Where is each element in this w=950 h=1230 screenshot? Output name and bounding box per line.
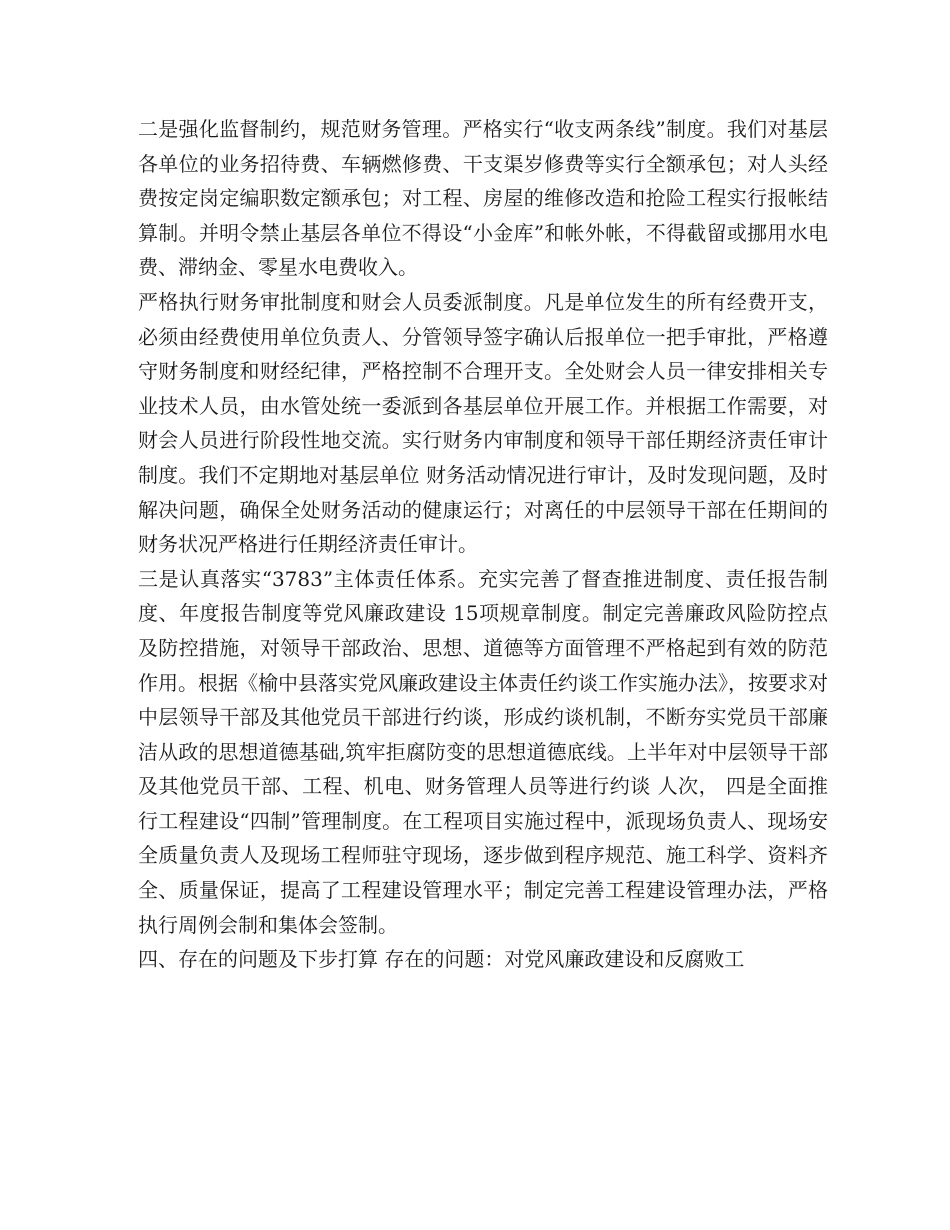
paragraph-financial-approval: 严格执行财务审批制度和财会人员委派制度。凡是单位发生的所有经费开支，必须由经费使用单位负责人、分管领导签字确认后报单位一把手审批，严格遵守财务制度和财经纪律，严格控制不合理开支。全处财会人员一律安排相关专业技术人员，由水管处统一委派到各基层单位开展工作。并根据工作需要，对财会人员进行阶段性地交流。实行财务内审制度和领导干部任期经济责任审计制度。我们不定期地对基层单位 财务活动情况进行审计，及时发现问题，及时解决问题，确保全处财务活动的健康运行；对离任的中层领导干部在任期间的财务状况严格进行任期经济责任审计。 — [138, 289, 828, 557]
document-body — [138, 112, 828, 977]
paragraph-supervision: 二是强化监督制约，规范财务管理。严格实行“收支两条线”制度。我们对基层各单位的业务招待费、车辆燃修费、干支渠岁修费等实行全额承包；对人头经费按定岗定编职数定额承包；对工程、房屋的维修改造和抢险工程实行报帐结算制。并明令禁止基层各单位不得设“小金库”和帐外帐，不得截留或挪用水电费、滞纳金、零星水电费收入。 — [138, 117, 828, 280]
paragraph-responsibility-system: 三是认真落实“3783”主体责任体系。充实完善了督查推进制度、责任报告制度、年度报告制度等党风廉政建设 15项规章制度。制定完善廉政风险防控点及防控措施，对领导干部政治、思想、道德等方面管理不严格起到有效的防范作用。根据《榆中县落实党风廉政建设主体责任约谈工作实施办法》，按要求对中层领导干部及其他党员干部进行约谈，形成约谈机制，不断夯实党员干部廉洁从政的思想道德基础,筑牢拒腐防变的思想道德底线。上半年对中层领导干部及其他党员干部、工程、机电、财务管理人员等进行约谈 人次， 四是全面推行工程建设“四制”管理制度。在工程项目实施过程中，派现场负责人、现场安全质量负责人及现场工程师驻守现场，逐步做到程序规范、施工科学、资料齐全、质量保证，提高了工程建设管理水平；制定完善工程建设管理办法，严格执行周例会制和集体会签制。 — [138, 566, 828, 937]
paragraph-problems-heading: 四、存在的问题及下步打算 存在的问题：对党风廉政建设和反腐败工 — [138, 947, 745, 972]
